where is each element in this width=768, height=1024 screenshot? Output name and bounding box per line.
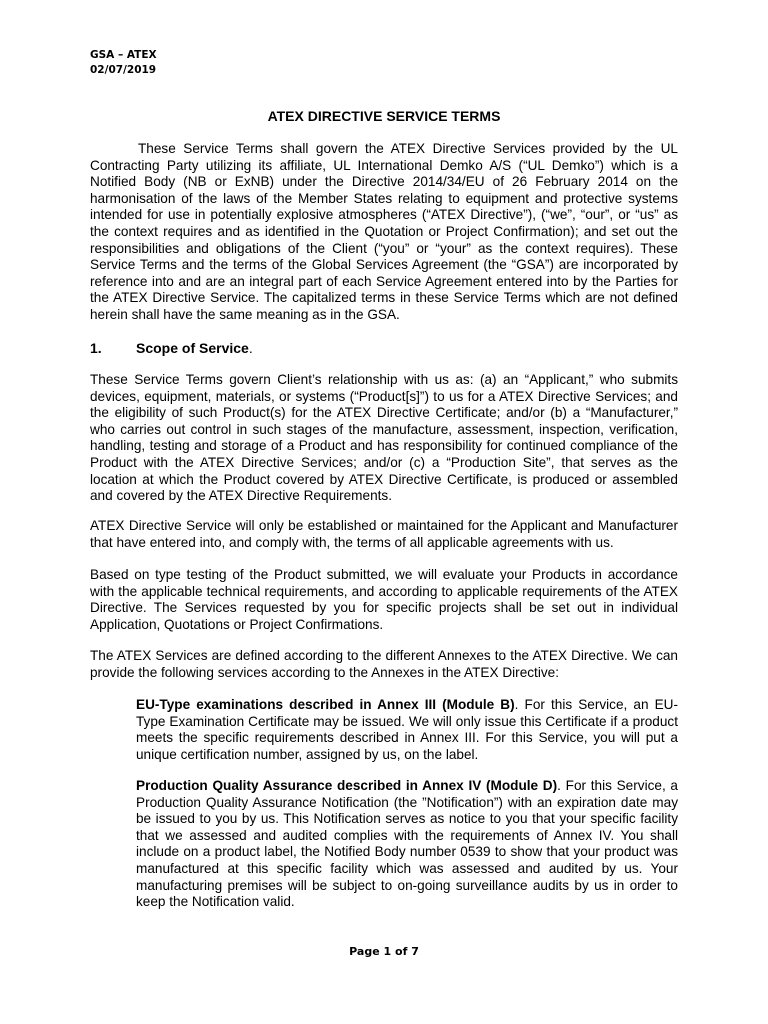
total-pages: 7 bbox=[411, 945, 419, 958]
header-reference: GSA – ATEX bbox=[90, 49, 157, 61]
section-title-period: . bbox=[248, 340, 253, 356]
service-item-body: . For this Service, an EU-Type Examination Certificate may be issued. We will only issue this Certificate if a product meets the specific requirements described in Annex III. For this Service, you will put a unique certification number, assigned by us, on the label. bbox=[136, 697, 678, 762]
of-label: of bbox=[395, 945, 408, 958]
scope-paragraph-3: Based on type testing of the Product submitted, we will evaluate your Products in accordance with the applicable technical requirements, and according to applicable requirements of the ATEX Directive. The Services requested by you for specific projects shall be set out in individual Application, Quotations or Project Confirmations. bbox=[90, 567, 678, 632]
service-item-annex-iv bbox=[136, 778, 678, 911]
scope-paragraph-4: The ATEX Services are defined according to the different Annexes to the ATEX Directive. We can provide the following services according to the Annexes in the ATEX Directive: bbox=[90, 648, 678, 680]
section-number: 1. bbox=[90, 340, 102, 356]
scope-paragraph-2: ATEX Directive Service will only be established or maintained for the Applicant and Manufacturer that have entered into, and comply with, the terms of all applicable agreements with us. bbox=[90, 518, 678, 550]
service-item-body: . For this Service, a Production Quality Assurance Notification (the ”Notification”) with an expiration date may be issued to you by us. This Notification serves as notice to you that your specific facility that we assessed and audited complies with the requirements of Annex IV. You shall include on a product label, the Notified Body number 0539 to show that your product was manufactured at this specific facility which was assessed and audited by us. Your manufacturing premises will be subject to on-going surveillance audits by us in order to keep the Notification valid. bbox=[136, 778, 678, 910]
scope-paragraph-1: These Service Terms govern Client’s relationship with us as: (a) an “Applicant,” who submits devices, equipment, materials, or systems (“Product[s]”) to us for a ATEX Directive Services; and the eligibility of such Product(s) for the ATEX Directive Certificate; and/or (b) a “Manufacturer,” who carries out control in such stages of the manufacture, assessment, inspection, verification, handling, testing and storage of a Product and has responsibility for continued compliance of the Product with the ATEX Directive Services; and/or (c) a “Production Site”, that serves as the location at which the Product covered by ATEX Directive Certificate, is produced or assembled and covered by the ATEX Directive Requirements. bbox=[90, 372, 678, 504]
service-item-annex-iii bbox=[136, 697, 678, 763]
section-title bbox=[136, 340, 253, 356]
service-item-heading: Production Quality Assurance described in Annex IV (Module D) bbox=[136, 778, 558, 793]
page-label: Page bbox=[349, 945, 380, 958]
current-page: 1 bbox=[383, 945, 392, 958]
service-item-heading: EU-Type examinations described in Annex III (Module B) bbox=[136, 697, 515, 712]
section-title-text: Scope of Service bbox=[136, 340, 249, 356]
header-date: 02/07/2019 bbox=[90, 64, 157, 76]
document-title: ATEX DIRECTIVE SERVICE TERMS bbox=[267, 108, 501, 124]
document-header bbox=[90, 48, 157, 78]
page-number bbox=[0, 945, 768, 958]
intro-paragraph: These Service Terms shall govern the ATEX Directive Services provided by the UL Contracting Party utilizing its affiliate, UL International Demko A/S (“UL Demko”) which is a Notified Body (NB or ExNB) under the Directive 2014/34/EU of 26 February 2014 on the harmonisation of the laws of the Member States relating to equipment and protective systems intended for use in potentially explosive atmospheres (“ATEX Directive”), (“we”, “our”, or “us” as the context requires and as identified in the Quotation or Project Confirmation); and set out the responsibilities and obligations of the Client (“you” or “your” as the context requires). These Service Terms and the terms of the Global Services Agreement (the “GSA”) are incorporated by reference into and are an integral part of each Service Agreement entered into by the Parties for the ATEX Directive Service. The capitalized terms in these Service Terms which are not defined herein shall have the same meaning as in the GSA. bbox=[90, 141, 678, 322]
